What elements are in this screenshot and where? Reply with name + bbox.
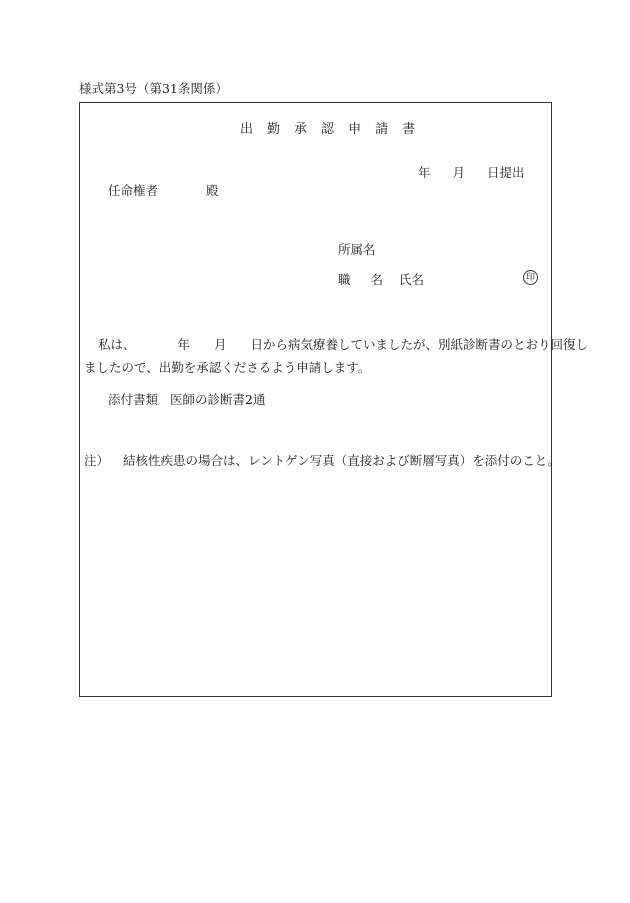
note-line — [84, 455, 560, 468]
application-body — [84, 333, 589, 379]
honorific: 殿 — [206, 183, 219, 198]
month-label: 月 — [452, 165, 466, 180]
body-rest: 日から病気療養していましたが、別紙診断書のとおり回復し — [250, 337, 589, 352]
body-line-1 — [84, 333, 589, 356]
title-char: 請 — [375, 122, 389, 137]
title-char: 勤 — [267, 122, 281, 137]
attachments-value: 医師の診断書2通 — [170, 392, 266, 407]
day-submitted-label: 日提出 — [487, 165, 525, 180]
note-text: 結核性疾患の場合は、レントゲン写真（直接および断層写真）を添付のこと。 — [123, 453, 560, 468]
body-line-2: ましたので、出勤を承認くださるよう申請します。 — [84, 360, 371, 375]
name-label: 氏名 — [399, 272, 425, 287]
application-form — [79, 102, 589, 697]
note-label: 注） — [84, 453, 110, 468]
submission-date-line — [418, 167, 525, 180]
title-char: 承 — [294, 122, 308, 137]
affiliation-label: 所属名 — [338, 242, 376, 257]
position-name-line — [338, 274, 424, 287]
appointing-authority-label: 任命権者 — [108, 183, 159, 198]
position-label-1: 職 — [338, 272, 351, 287]
body-year-label: 年 — [177, 337, 191, 352]
body-month-label: 月 — [214, 337, 227, 352]
seal-icon: 印 — [523, 270, 538, 285]
body-prefix: 私は、 — [98, 337, 136, 352]
position-label-2: 名 — [370, 272, 384, 287]
year-label: 年 — [418, 165, 431, 180]
addressee-line — [108, 185, 219, 198]
title-char: 申 — [348, 122, 362, 137]
attachments-label: 添付書類 — [108, 392, 159, 407]
attachments-line — [108, 394, 265, 407]
form-title — [240, 123, 415, 136]
form-number-label: 様式第3号（第31条関係） — [79, 81, 228, 96]
title-char: 出 — [240, 122, 254, 137]
title-char: 書 — [402, 122, 416, 137]
title-char: 認 — [321, 122, 335, 137]
